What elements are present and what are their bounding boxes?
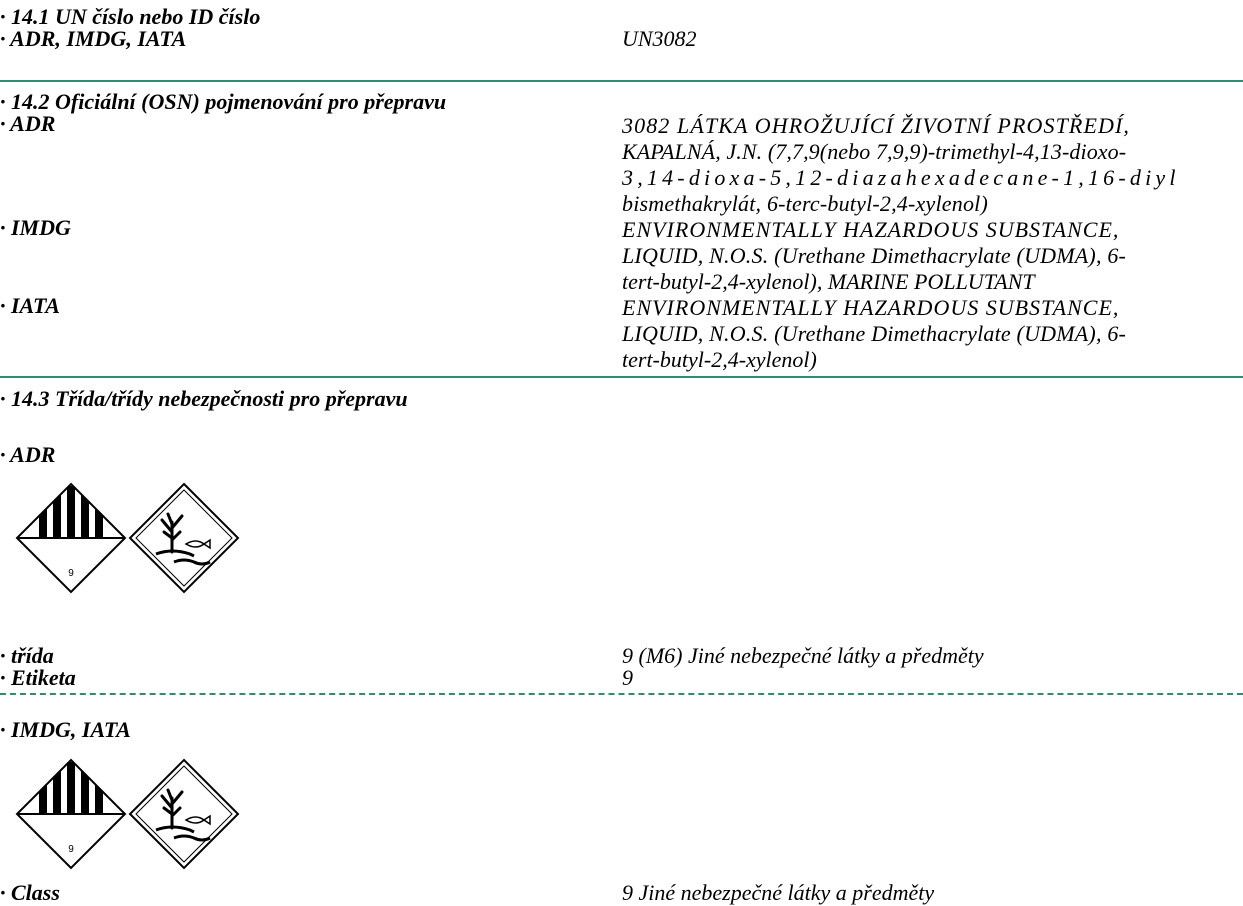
label-iata-name: · IATA bbox=[0, 293, 60, 318]
adr-name-line: 3,14-dioxa-5,12-diazahexadecane-1,16-diyl bbox=[622, 165, 1180, 190]
adr-shipping-name bbox=[622, 113, 1237, 217]
heading-14-2: · 14.2 Oficiální (OSN) pojmenování pro přepravu bbox=[0, 89, 447, 114]
hazard-class-9-icon bbox=[15, 482, 127, 594]
adr-name-line: 3082 LÁTKA OHROŽUJÍCÍ ŽIVOTNÍ PROSTŘEDÍ, bbox=[622, 113, 1130, 138]
imdg-name-line: ENVIRONMENTALLY HAZARDOUS SUBSTANCE, bbox=[622, 217, 1120, 242]
heading-14-3: · 14.3 Třída/třídy nebezpečnosti pro přepravu bbox=[0, 386, 408, 411]
un-number-value: UN3082 bbox=[622, 26, 697, 51]
class-number: 9 bbox=[68, 844, 74, 855]
section-divider bbox=[0, 376, 1243, 378]
imdg-iata-class-value: 9 Jiné nebezpečné látky a předměty bbox=[622, 880, 935, 905]
adr-name-line: bismethakrylát, 6-terc-butyl-2,4-xylenol) bbox=[622, 191, 988, 216]
label-adr-name: · ADR bbox=[0, 111, 56, 136]
adr-name-line: KAPALNÁ, J.N. (7,7,9(nebo 7,9,9)-trimethyl-4,13-dioxo- bbox=[622, 139, 1127, 164]
hazard-class-9-icon bbox=[15, 758, 127, 870]
imdg-name-line: LIQUID, N.O.S. (Urethane Dimethacrylate (UDMA), 6- bbox=[622, 243, 1127, 268]
label-adr-imdg-iata: · ADR, IMDG, IATA bbox=[0, 26, 187, 51]
heading-14-1: · 14.1 UN číslo nebo ID číslo bbox=[0, 4, 261, 29]
label-imdg-name: · IMDG bbox=[0, 215, 71, 240]
environment-hazard-icon bbox=[128, 758, 240, 870]
label-adr-class: · ADR bbox=[0, 442, 56, 467]
adr-etiketa-value: 9 bbox=[622, 665, 633, 690]
subsection-divider bbox=[0, 693, 1243, 695]
iata-name-line: LIQUID, N.O.S. (Urethane Dimethacrylate (UDMA), 6- bbox=[622, 321, 1127, 346]
adr-class-value: 9 (M6) Jiné nebezpečné látky a předměty bbox=[622, 643, 984, 668]
label-adr-trida: · třída bbox=[0, 643, 54, 668]
class-number: 9 bbox=[68, 568, 74, 579]
iata-name-line: ENVIRONMENTALLY HAZARDOUS SUBSTANCE, bbox=[622, 295, 1120, 320]
environment-hazard-icon bbox=[128, 482, 240, 594]
section-divider bbox=[0, 80, 1243, 82]
label-class: · Class bbox=[0, 880, 60, 905]
imdg-shipping-name bbox=[622, 217, 1237, 295]
label-imdg-iata-class: · IMDG, IATA bbox=[0, 717, 131, 742]
imdg-name-line: tert-butyl-2,4-xylenol), MARINE POLLUTANT bbox=[622, 269, 1035, 294]
iata-shipping-name bbox=[622, 295, 1237, 373]
iata-name-line: tert-butyl-2,4-xylenol) bbox=[622, 347, 817, 372]
label-adr-etiketa: · Etiketa bbox=[0, 665, 76, 690]
